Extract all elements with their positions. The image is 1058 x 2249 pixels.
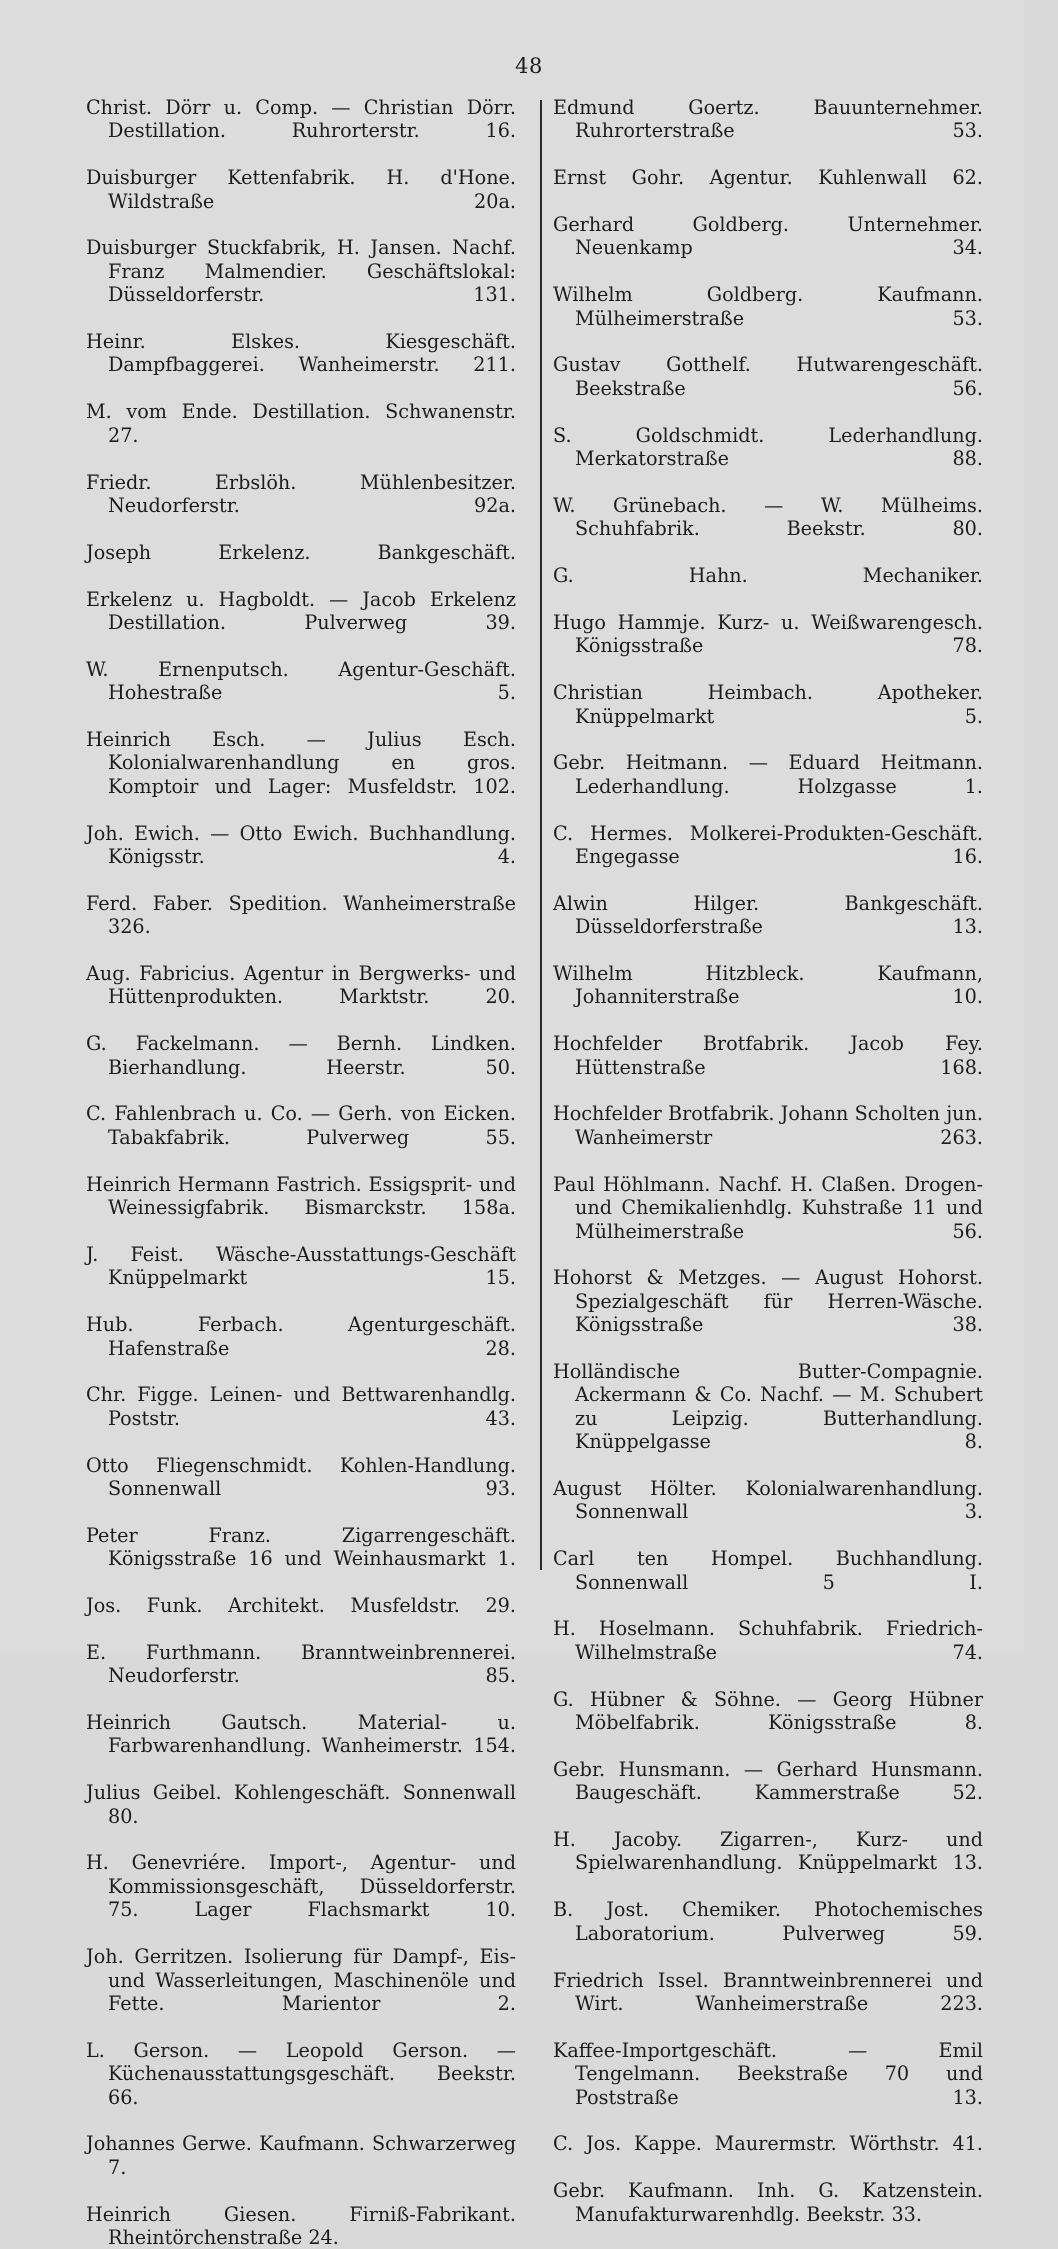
directory-entry: Aug. Fabricius. Agentur in Bergwerks- und Hüttenprodukten. Marktstr. 20. [86,962,516,1009]
directory-entry: J. Feist. Wäsche-Ausstattungs-Geschäft Knüppelmarkt 15. [86,1242,516,1290]
right-column [553,96,983,2226]
directory-entry: Christian Heimbach. Apotheker. Knüppelmarkt 5. [553,681,983,728]
directory-entry: Heinrich Esch. — Julius Esch. Kolonialwarenhandlung en gros. Komptoir und Lager: Musfeldstr. 102. [86,727,516,798]
directory-entry: B. Jost. Chemiker. Photochemisches Laboratorium. Pulverweg 59. [553,1898,983,1945]
page-number: 48 [515,54,543,78]
directory-entry: Gebr. Hunsmann. — Gerhard Hunsmann. Baugeschäft. Kammerstraße 52. [553,1757,983,1805]
directory-entry: Johannes Gerwe. Kaufmann. Schwarzerweg 7. [86,2132,516,2179]
directory-entry: August Hölter. Kolonialwarenhandlung. Sonnenwall 3. [553,1476,983,1524]
directory-entry: Hub. Ferbach. Agenturgeschäft. Hafenstraße 28. [86,1313,516,1360]
directory-entry: Wilhelm Hitzbleck. Kaufmann, Johanniterstraße 10. [553,962,983,1009]
directory-entry: G. Fackelmann. — Bernh. Lindken. Bierhandlung. Heerstr. 50. [86,1032,516,1079]
directory-entry: Friedrich Issel. Branntweinbrennerei und Wirt. Wanheimerstraße 223. [553,1968,983,2015]
directory-entry: Gebr. Heitmann. — Eduard Heitmann. Lederhandlung. Holzgasse 1. [553,751,983,798]
directory-entry: Hugo Hammje. Kurz- u. Weißwarengesch. Königsstraße 78. [553,610,983,658]
directory-entry: W. Grünebach. — W. Mülheims. Schuhfabrik. Beekstr. 80. [553,493,983,541]
directory-entry: Christ. Dörr u. Comp. — Christian Dörr. Destillation. Ruhrorterstr. 16. [86,96,516,143]
directory-entry: S. Goldschmidt. Lederhandlung. Merkatorstraße 88. [553,423,983,471]
directory-entry: Carl ten Hompel. Buchhandlung. Sonnenwall 5 I. [553,1547,983,1594]
directory-entry: Duisburger Stuckfabrik, H. Jansen. Nachf. Franz Malmendier. Geschäftslokal: Düsseldorferstr. 131. [86,236,516,307]
directory-entry: Hochfelder Brotfabrik. Jacob Fey. Hüttenstraße 168. [553,1032,983,1079]
directory-entry: M. vom Ende. Destillation. Schwanenstr. 27. [86,400,516,447]
directory-entry: Hochfelder Brotfabrik. Johann Scholten jun. Wanheimerstr 263. [553,1102,983,1149]
directory-entry: Julius Geibel. Kohlengeschäft. Sonnenwall 80. [86,1781,516,1828]
directory-entry: G. Hahn. Mechaniker. [553,564,983,588]
directory-entry: Joh. Gerritzen. Isolierung für Dampf-, Eis- und Wasserleitungen, Maschinenöle und Fette. Marientor 2. [86,1945,516,2015]
directory-entry: Gustav Gotthelf. Hutwarengeschäft. Beekstraße 56. [553,353,983,400]
directory-entry: Peter Franz. Zigarrengeschäft. Königsstraße 16 und Weinhausmarkt 1. [86,1523,516,1571]
directory-entry: Ernst Gohr. Agentur. Kuhlenwall 62. [553,166,983,190]
directory-entry: C. Jos. Kappe. Maurermstr. Wörthstr. 41. [553,2132,983,2156]
directory-entry: Jos. Funk. Architekt. Musfeldstr. 29. [86,1594,516,1617]
directory-entry: Alwin Hilger. Bankgeschäft. Düsseldorferstraße 13. [553,891,983,939]
directory-entry: Ferd. Faber. Spedition. Wanheimerstraße 326. [86,891,516,939]
directory-entry: Friedr. Erbslöh. Mühlenbesitzer. Neudorferstr. 92a. [86,470,516,517]
directory-entry: C. Fahlenbrach u. Co. — Gerh. von Eicken. Tabakfabrik. Pulverweg 55. [86,1102,516,1149]
directory-entry: H. Jacoby. Zigarren-, Kurz- und Spielwarenhandlung. Knüppelmarkt 13. [553,1828,983,1875]
directory-entry: Joseph Erkelenz. Bankgeschäft. [86,540,516,564]
directory-entry: Heinrich Gautsch. Material- u. Farbwarenhandlung. Wanheimerstr. 154. [86,1711,516,1758]
directory-entry: H. Genevriére. Import-, Agentur- und Kommissionsgeschäft, Düsseldorferstr. 75. Lager Flachsmarkt 10. [86,1851,516,1922]
directory-entry: Kaffee-Importgeschäft. — Emil Tengelmann. Beekstraße 70 und Poststraße 13. [553,2038,983,2109]
directory-entry: Edmund Goertz. Bauunternehmer. Ruhrorterstraße 53. [553,96,983,143]
directory-entry: E. Furthmann. Branntweinbrennerei. Neudorferstr. 85. [86,1640,516,1688]
directory-entry: Joh. Ewich. — Otto Ewich. Buchhandlung. Königsstr. 4. [86,821,516,868]
left-column [86,96,516,2249]
directory-entry: W. Ernenputsch. Agentur-Geschäft. Hohestraße 5. [86,657,516,705]
directory-entry: G. Hübner & Söhne. — Georg Hübner Möbelfabrik. Königsstraße 8. [553,1687,983,1735]
directory-entry: H. Hoselmann. Schuhfabrik. Friedrich-Wilhelmstraße 74. [553,1617,983,1664]
directory-entry: L. Gerson. — Leopold Gerson. — Küchenausstattungsgeschäft. Beekstr. 66. [86,2038,516,2109]
directory-entry: Paul Höhlmann. Nachf. H. Claßen. Drogen- und Chemikalienhdlg. Kuhstraße 11 und Mülheimerstraße 56. [553,1172,983,1243]
column-divider [540,100,542,1570]
directory-entry: Erkelenz u. Hagboldt. — Jacob Erkelenz Destillation. Pulverweg 39. [86,587,516,634]
directory-entry: Wilhelm Goldberg. Kaufmann. Mülheimerstraße 53. [553,283,983,330]
directory-entry: Gebr. Kaufmann. Inh. G. Katzenstein. Manufakturwarenhdlg. Beekstr. 33. [553,2179,983,2226]
directory-entry: Heinr. Elskes. Kiesgeschäft. Dampfbaggerei. Wanheimerstr. 211. [86,330,516,377]
directory-entry: Otto Fliegenschmidt. Kohlen-Handlung. Sonnenwall 93. [86,1453,516,1500]
directory-entry: Duisburger Kettenfabrik. H. d'Hone. Wildstraße 20a. [86,166,516,213]
directory-entry: Heinrich Giesen. Firniß-Fabrikant. Rheintörchenstraße 24. [86,2202,516,2249]
directory-entry: Chr. Figge. Leinen- und Bettwarenhandlg. Poststr. 43. [86,1383,516,1430]
directory-entry: C. Hermes. Molkerei-Produkten-Geschäft. Engegasse 16. [553,821,983,868]
directory-entry: Gerhard Goldberg. Unternehmer. Neuenkamp 34. [553,213,983,260]
directory-entry: Heinrich Hermann Fastrich. Essigsprit- und Weinessigfabrik. Bismarckstr. 158a. [86,1172,516,1220]
directory-entry: Holländische Butter-Compagnie. Ackermann & Co. Nachf. — M. Schubert zu Leipzig. Butterhandlung. Knüppelgasse 8. [553,1359,983,1454]
directory-entry: Hohorst & Metzges. — August Hohorst. Spezialgeschäft für Herren-Wäsche. Königsstraße 38. [553,1266,983,1337]
